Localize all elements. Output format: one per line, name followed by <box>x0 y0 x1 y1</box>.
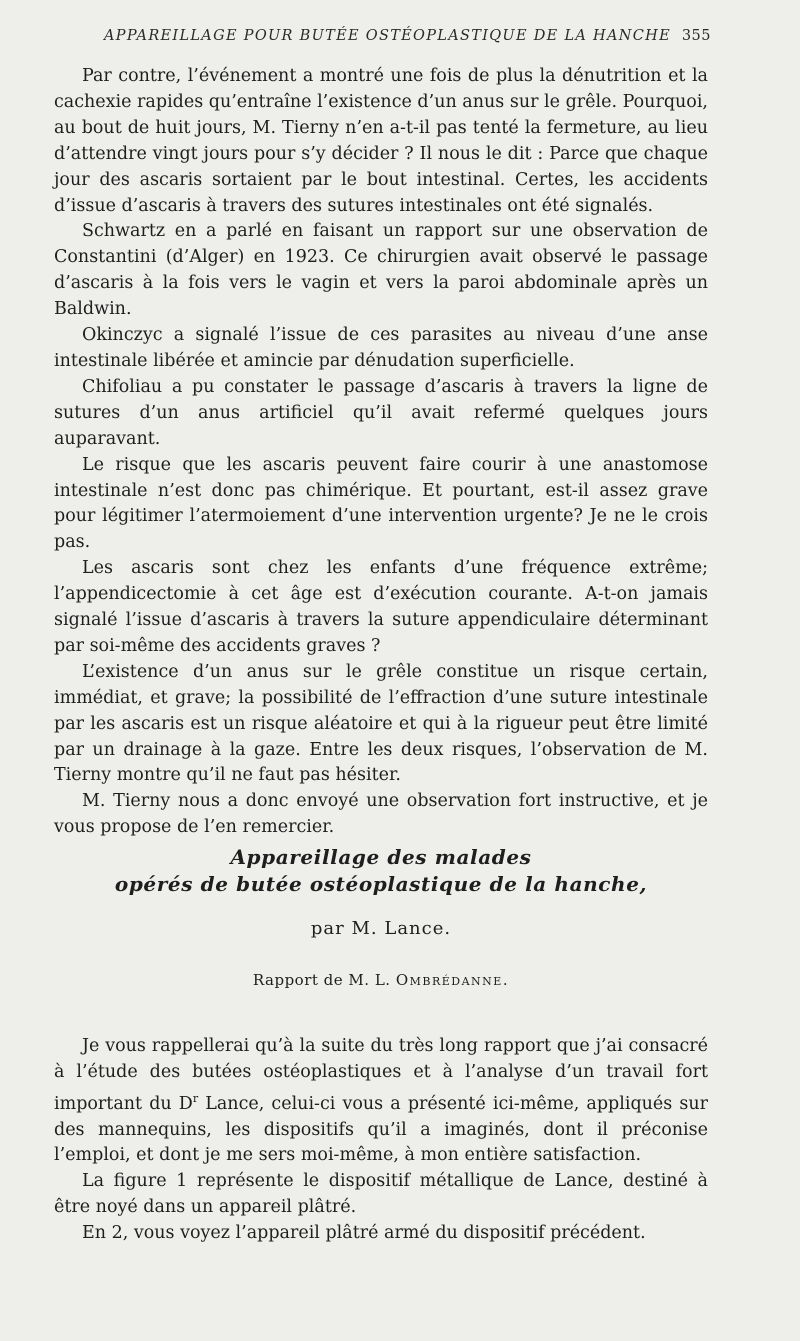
paragraph: La figure 1 représente le dispositif métallique de Lance, destiné à être noyé dans un appareil plâtré. <box>54 1171 708 1218</box>
discussion-text <box>54 64 708 841</box>
report-attribution <box>54 971 708 989</box>
paragraph: Par contre, l’événement a montré une fois de plus la dénutrition et la cachexie rapides qu’entraîne l’existence d’un anus sur le grêle. Pourquoi, au bout de huit jours, M. Tierny n’en a-t-il pas tenté la fermeture, au lieu d’attendre vingt jours pour s’y décider ? Il nous le dit : Parce que chaque jour des ascaris sortaient par le bout intestinal. Certes, les accidents d’issue d’ascaris à travers des sutures intestinales ont été signalés. <box>54 66 708 216</box>
paragraph: Okinczyc a signalé l’issue de ces parasites au niveau d’une anse intestinale libérée et amincie par dénudation superficielle. <box>54 325 708 371</box>
paragraph: L’existence d’un anus sur le grêle constitue un risque certain, immédiat, et grave; la possibilité de l’effraction d’une suture intestinale par les ascaris est un risque aléatoire et qui à la rigueur peut être limité par un drainage à la gaze. Entre les deux risques, l’observation de M. Tierny montre qu’il ne faut pas hésiter. <box>54 661 708 786</box>
paragraph: Le risque que les ascaris peuvent faire courir à une anastomose intestinale n’est donc pas chimérique. Et pourtant, est-il assez grave pour légitimer l’atermoiement d’une intervention urgente? Je ne le crois pas. <box>54 454 708 553</box>
article-title-line: opérés de butée ostéoplastique de la hanche, <box>114 872 648 896</box>
paragraph-text: Je vous rappellerai qu’à la suite du très long rapport que j’ai consacré à l’étude des butées ostéoplastiques et à l’analyse d’un travail fort important du D <box>54 1036 708 1114</box>
report-text <box>54 1034 708 1247</box>
byline: par M. Lance. <box>310 918 452 939</box>
article-title-line: Appareillage des malades <box>230 845 532 869</box>
report-author: Ombrédanne. <box>395 971 510 989</box>
paragraph: M. Tierny nous a donc envoyé une observation fort instructive, et je vous propose de l’en remercier. <box>54 791 708 838</box>
report-prefix: Rapport de M. L. <box>252 971 391 989</box>
paragraph: En 2, vous voyez l’appareil plâtré armé du dispositif précédent. <box>82 1223 646 1244</box>
paragraph <box>54 1034 708 1169</box>
running-title: APPAREILLAGE POUR BUTÉE OSTÉOPLASTIQUE DE LA HANCHE <box>104 28 671 44</box>
paragraph: Les ascaris sont chez les enfants d’une fréquence extrême; l’appendicectomie à cet âge est d’exécution courante. A-t-on jamais signalé l’issue d’ascaris à travers la suture appendiculaire déterminant par soi-même des accidents graves ? <box>54 558 708 656</box>
paragraph-text: Lance, celui-ci vous a présenté ici-même, appliqués sur des mannequins, les dispositifs qu’il a imaginés, dont il préconise l’emploi, et dont je me sers moi-même, à mon entière satisfaction. <box>54 1093 708 1166</box>
paragraph: Chifoliau a pu constater le passage d’ascaris à travers la ligne de sutures d’un anus artificiel qu’il avait refermé quelques jours auparavant. <box>54 376 708 449</box>
page-number: 355 <box>681 28 711 44</box>
superscript: r <box>192 1091 199 1105</box>
paragraph: Schwartz en a parlé en faisant un rapport sur une observation de Constantini (d’Alger) en 1923. Ce chirurgien avait observé le passage d’ascaris à la fois vers le vagin et vers la paroi abdominale après un Baldwin. <box>54 221 708 320</box>
article-title <box>54 844 708 898</box>
running-header <box>104 28 711 44</box>
